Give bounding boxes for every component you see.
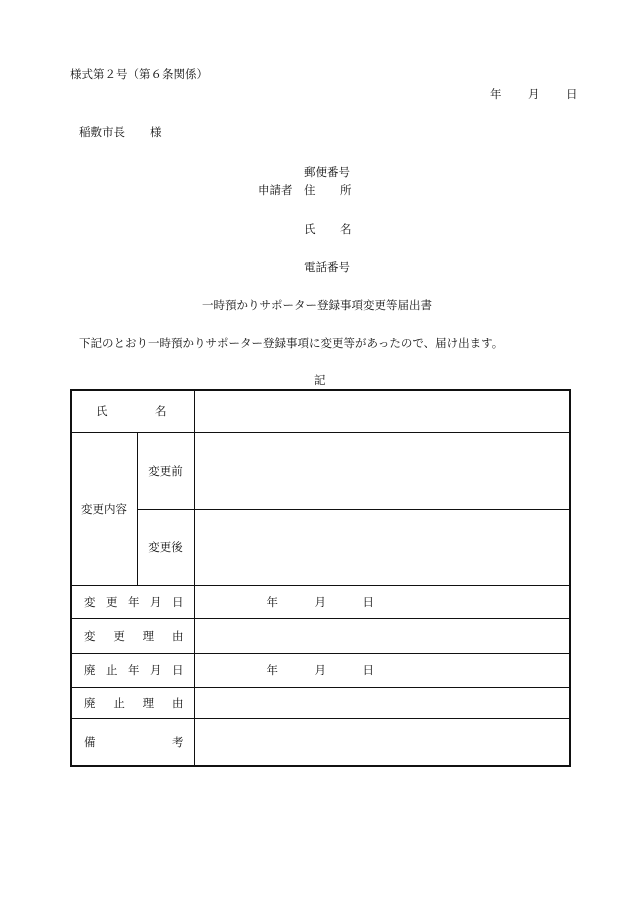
change-date-field[interactable] — [194, 585, 570, 618]
ki-label: 記 — [314, 373, 326, 387]
change-date-day-unit: 日 — [362, 594, 374, 609]
label-char: 考 — [172, 734, 184, 749]
name-value-field[interactable] — [194, 390, 570, 432]
after-label: 変更後 — [137, 509, 194, 585]
addressee-name: 稲敷市長 — [79, 125, 125, 139]
label-char: 由 — [171, 695, 184, 710]
row-abolish-date — [71, 653, 570, 687]
name-label-char: 氏 — [96, 404, 108, 419]
label-char: 変 — [84, 594, 96, 609]
row-name — [71, 390, 570, 432]
row-remarks — [71, 718, 570, 766]
label-char: 由 — [171, 628, 184, 643]
label-char: 変 — [84, 628, 96, 643]
change-reason-label — [84, 628, 184, 644]
before-value-field[interactable] — [194, 432, 570, 509]
abolish-reason-field[interactable] — [194, 687, 570, 718]
phone-label: 電話番号 — [304, 260, 350, 274]
applicant-name-label-b: 名 — [340, 222, 352, 236]
abolish-date-field[interactable] — [194, 653, 570, 687]
label-char: 年 — [128, 663, 140, 677]
change-date-month-unit: 月 — [314, 594, 326, 609]
name-label-char: 名 — [155, 404, 167, 419]
label-char: 止 — [106, 663, 118, 677]
label-char: 日 — [172, 663, 184, 677]
document-title: 一時預かりサポーター登録事項変更等届出書 — [202, 298, 432, 312]
addressee-honorific: 様 — [150, 125, 162, 139]
label-char: 備 — [84, 734, 96, 749]
after-value-field[interactable] — [194, 509, 570, 585]
date-year: 年 — [490, 87, 502, 101]
abolish-date-label — [84, 662, 184, 678]
row-change-date — [71, 585, 570, 618]
remarks-field[interactable] — [194, 718, 570, 766]
label-char: 更 — [113, 628, 125, 643]
abolish-date-year-unit: 年 — [266, 663, 278, 677]
change-date-label — [84, 594, 184, 610]
change-content-label: 変更内容 — [71, 432, 137, 585]
applicant-name-label-a: 氏 — [304, 222, 316, 236]
label-char: 年 — [128, 594, 140, 609]
form-table — [70, 389, 571, 767]
label-char: 理 — [142, 695, 155, 710]
abolish-date-month-unit: 月 — [314, 663, 326, 677]
row-change-reason — [71, 618, 570, 653]
row-abolish-reason — [71, 687, 570, 718]
label-char: 止 — [113, 695, 125, 710]
label-char: 廃 — [84, 663, 96, 677]
label-char: 廃 — [84, 695, 96, 710]
date-month: 月 — [528, 87, 540, 101]
abolish-reason-label — [84, 695, 184, 711]
date-day: 日 — [566, 87, 578, 101]
name-label — [84, 403, 184, 419]
label-char: 日 — [172, 594, 184, 609]
label-char: 月 — [150, 594, 162, 609]
label-char: 更 — [106, 594, 118, 609]
label-char: 理 — [142, 628, 155, 643]
address-label-a: 住 — [304, 183, 316, 197]
abolish-date-day-unit: 日 — [362, 663, 374, 677]
change-date-year-unit: 年 — [266, 594, 278, 609]
form-number: 様式第２号（第６条関係） — [70, 67, 208, 81]
applicant-role-label: 申請者 — [258, 183, 293, 197]
change-reason-field[interactable] — [194, 618, 570, 653]
before-label: 変更前 — [137, 432, 194, 509]
address-label-b: 所 — [340, 183, 352, 197]
postal-code-label: 郵便番号 — [304, 165, 350, 179]
row-after — [71, 509, 570, 585]
document-intro: 下記のとおり一時預かりサポーター登録事項に変更等があったので、届け出ます。 — [79, 336, 504, 350]
label-char: 月 — [150, 663, 162, 677]
row-before — [71, 432, 570, 509]
remarks-label — [84, 734, 184, 750]
